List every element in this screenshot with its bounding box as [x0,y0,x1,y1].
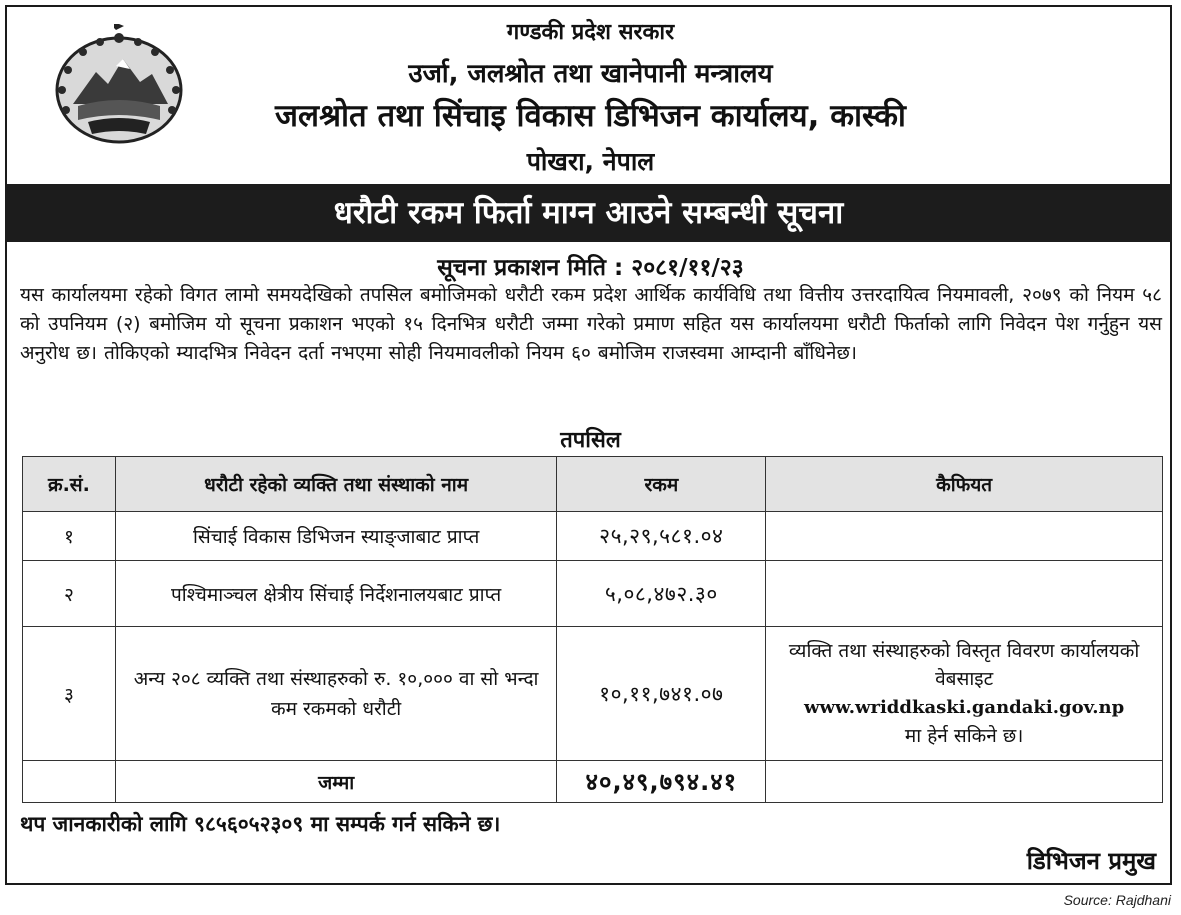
header-name: धरौटी रहेको व्यक्ति तथा संस्थाको नाम [115,457,557,512]
table-row [23,512,1163,561]
header-amount: रकम [557,457,766,512]
row-amount: २५,२९,५८१.०४ [557,512,766,561]
row-serial: ३ [23,627,116,761]
table-row [23,561,1163,627]
row-remarks [766,627,1163,761]
row-serial: १ [23,512,116,561]
government-name: गण्डकी प्रदेश सरकार [506,20,675,45]
total-amount: ४०,४९,७९४.४१ [557,761,766,803]
total-row [23,761,1163,803]
notice-title-banner: धरौटी रकम फिर्ता माग्न आउने सम्बन्धी सूचना [5,184,1172,242]
table-header-row [23,457,1163,512]
row-name: पश्चिमाञ्चल क्षेत्रीय सिंचाई निर्देशनालयबाट प्राप्त [115,561,557,627]
signature-title: डिभिजन प्रमुख [1026,847,1156,875]
publication-date: सूचना प्रकाशन मिति : २०८१/११/२३ [437,255,744,281]
total-remarks-cell [766,761,1163,803]
remarks-text: व्यक्ति तथा संस्थाहरुको विस्तृत विवरण कार्यालयको वेबसाइट [788,640,1140,690]
total-empty-cell [23,761,116,803]
row-name: सिंचाई विकास डिभिजन स्याङ्जाबाट प्राप्त [115,512,557,561]
table-title: तपसिल [560,428,621,453]
row-remarks [766,512,1163,561]
header-serial: क्र.सं. [23,457,116,512]
row-amount: १०,११,७४१.०७ [557,627,766,761]
row-amount: ५,०८,४७२.३० [557,561,766,627]
table-row [23,627,1163,761]
deposit-table [22,456,1163,803]
office-name: जलश्रोत तथा सिंचाइ विकास डिभिजन कार्यालय, कास्की [275,98,906,134]
contact-note: थप जानकारीको लागि ९८५६०५२३०९ मा सम्पर्क गर्न सकिने छ। [20,812,501,836]
office-location: पोखरा, नेपाल [526,147,655,176]
header-remarks: कैफियत [766,457,1163,512]
row-name: अन्य २०८ व्यक्ति तथा संस्थाहरुको रु. १०,००० वा सो भन्दा कम रकमको धरौटी [115,627,557,761]
row-serial: २ [23,561,116,627]
row-remarks [766,561,1163,627]
website-link[interactable]: www.wriddkaski.gandaki.gov.np [804,697,1125,718]
remarks-text-end: मा हेर्न सकिने छ। [904,725,1024,747]
ministry-name: उर्जा, जलश्रोत तथा खानेपानी मन्त्रालय [408,59,773,89]
total-label: जम्मा [115,761,557,803]
notice-body: यस कार्यालयमा रहेको विगत लामो समयदेखिको तपसिल बमोजिमको धरौटी रकम प्रदेश आर्थिक कार्यविधि तथा वित्तीय उत्तरदायित्व नियमावली, २०७९ को नियम ५८ को उपनियम (२) बमोजिम यो सूचना प्रकाशन भएको १५ दिनभित्र धरौटी जम्मा गरेको प्रमाण सहित यस कार्यालयमा धरौटी फिर्ताको लागि निवेदन पेश गर्नुहुन यस अनुरोध छ। तोकिएको म्यादभित्र निवेदन दर्ता नभएमा सोही नियमावलीको नियम ६० बमोजिम राजस्वमा आम्दानी बाँधिनेछ। [20,284,1162,364]
source-credit: Source: Rajdhani [1063,892,1171,908]
